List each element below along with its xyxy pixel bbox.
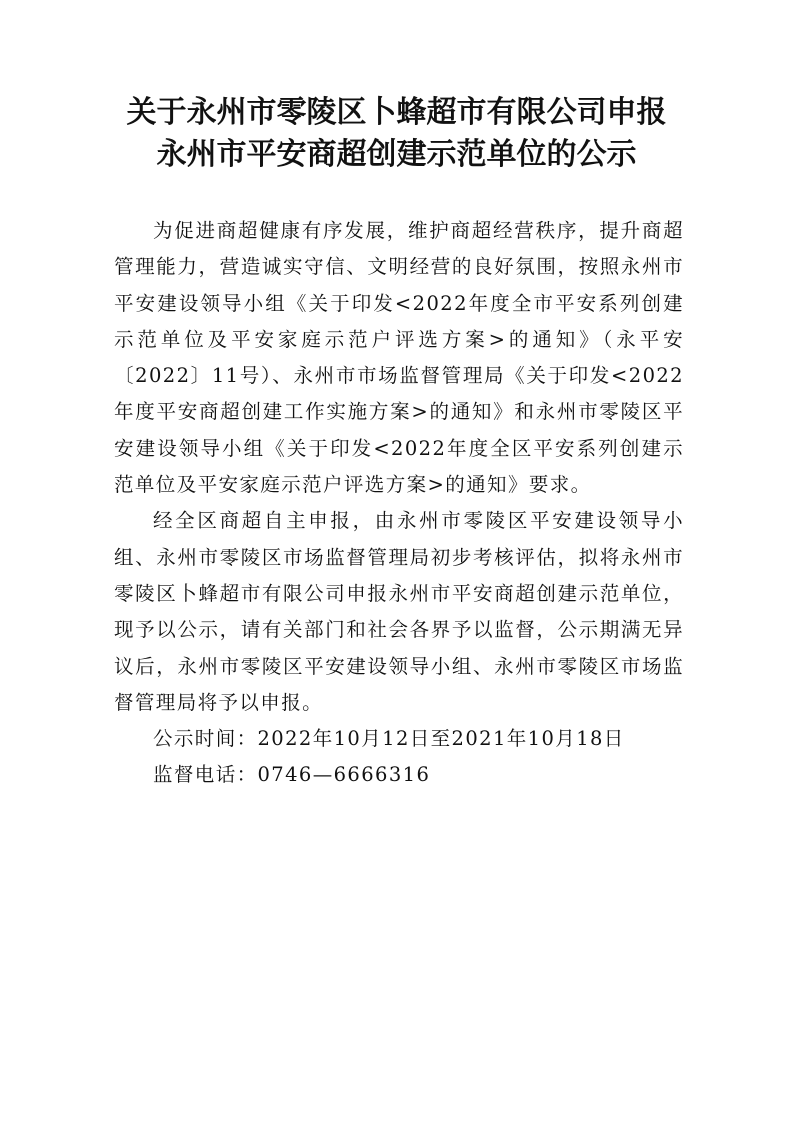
publicity-period: 公示时间：2022年10月12日至2021年10月18日 [153, 727, 625, 751]
body-paragraph-1: 为促进商超健康有序发展，维护商超经营秩序，提升商超管理能力，营造诚实守信、文明经营的良好氛围，按照永州市平安建设领导小组《关于印发<2022年度全市平安系列创建示范单位及平安家庭示范户评选方案>的通知》（永平安〔2022〕11号）、永州市市场监督管理局《关于印发<2022年度平安商超创建工作实施方案>的通知》和永州市零陵区平安建设领导小组《关于印发<2022年度全区平安系列创建示范单位及平安家庭示范户评选方案>的通知》要求。 [114, 219, 684, 497]
title-line-1: 关于永州市零陵区卜蜂超市有限公司申报 [126, 95, 667, 130]
document-body [114, 213, 684, 794]
title-line-2: 永州市平安商超创建示范单位的公示 [156, 137, 637, 172]
body-paragraph-2: 经全区商超自主申报，由永州市零陵区平安建设领导小组、永州市零陵区市场监督管理局初步考核评估，拟将永州市零陵区卜蜂超市有限公司申报永州市平安商超创建示范单位，现予以公示，请有关部门和社会各界予以监督，公示期满无异议后，永州市零陵区平安建设领导小组、永州市零陵区市场监督管理局将予以申报。 [114, 509, 684, 714]
supervision-phone: 监督电话：0746—6666316 [153, 763, 431, 787]
document-title [60, 92, 733, 176]
